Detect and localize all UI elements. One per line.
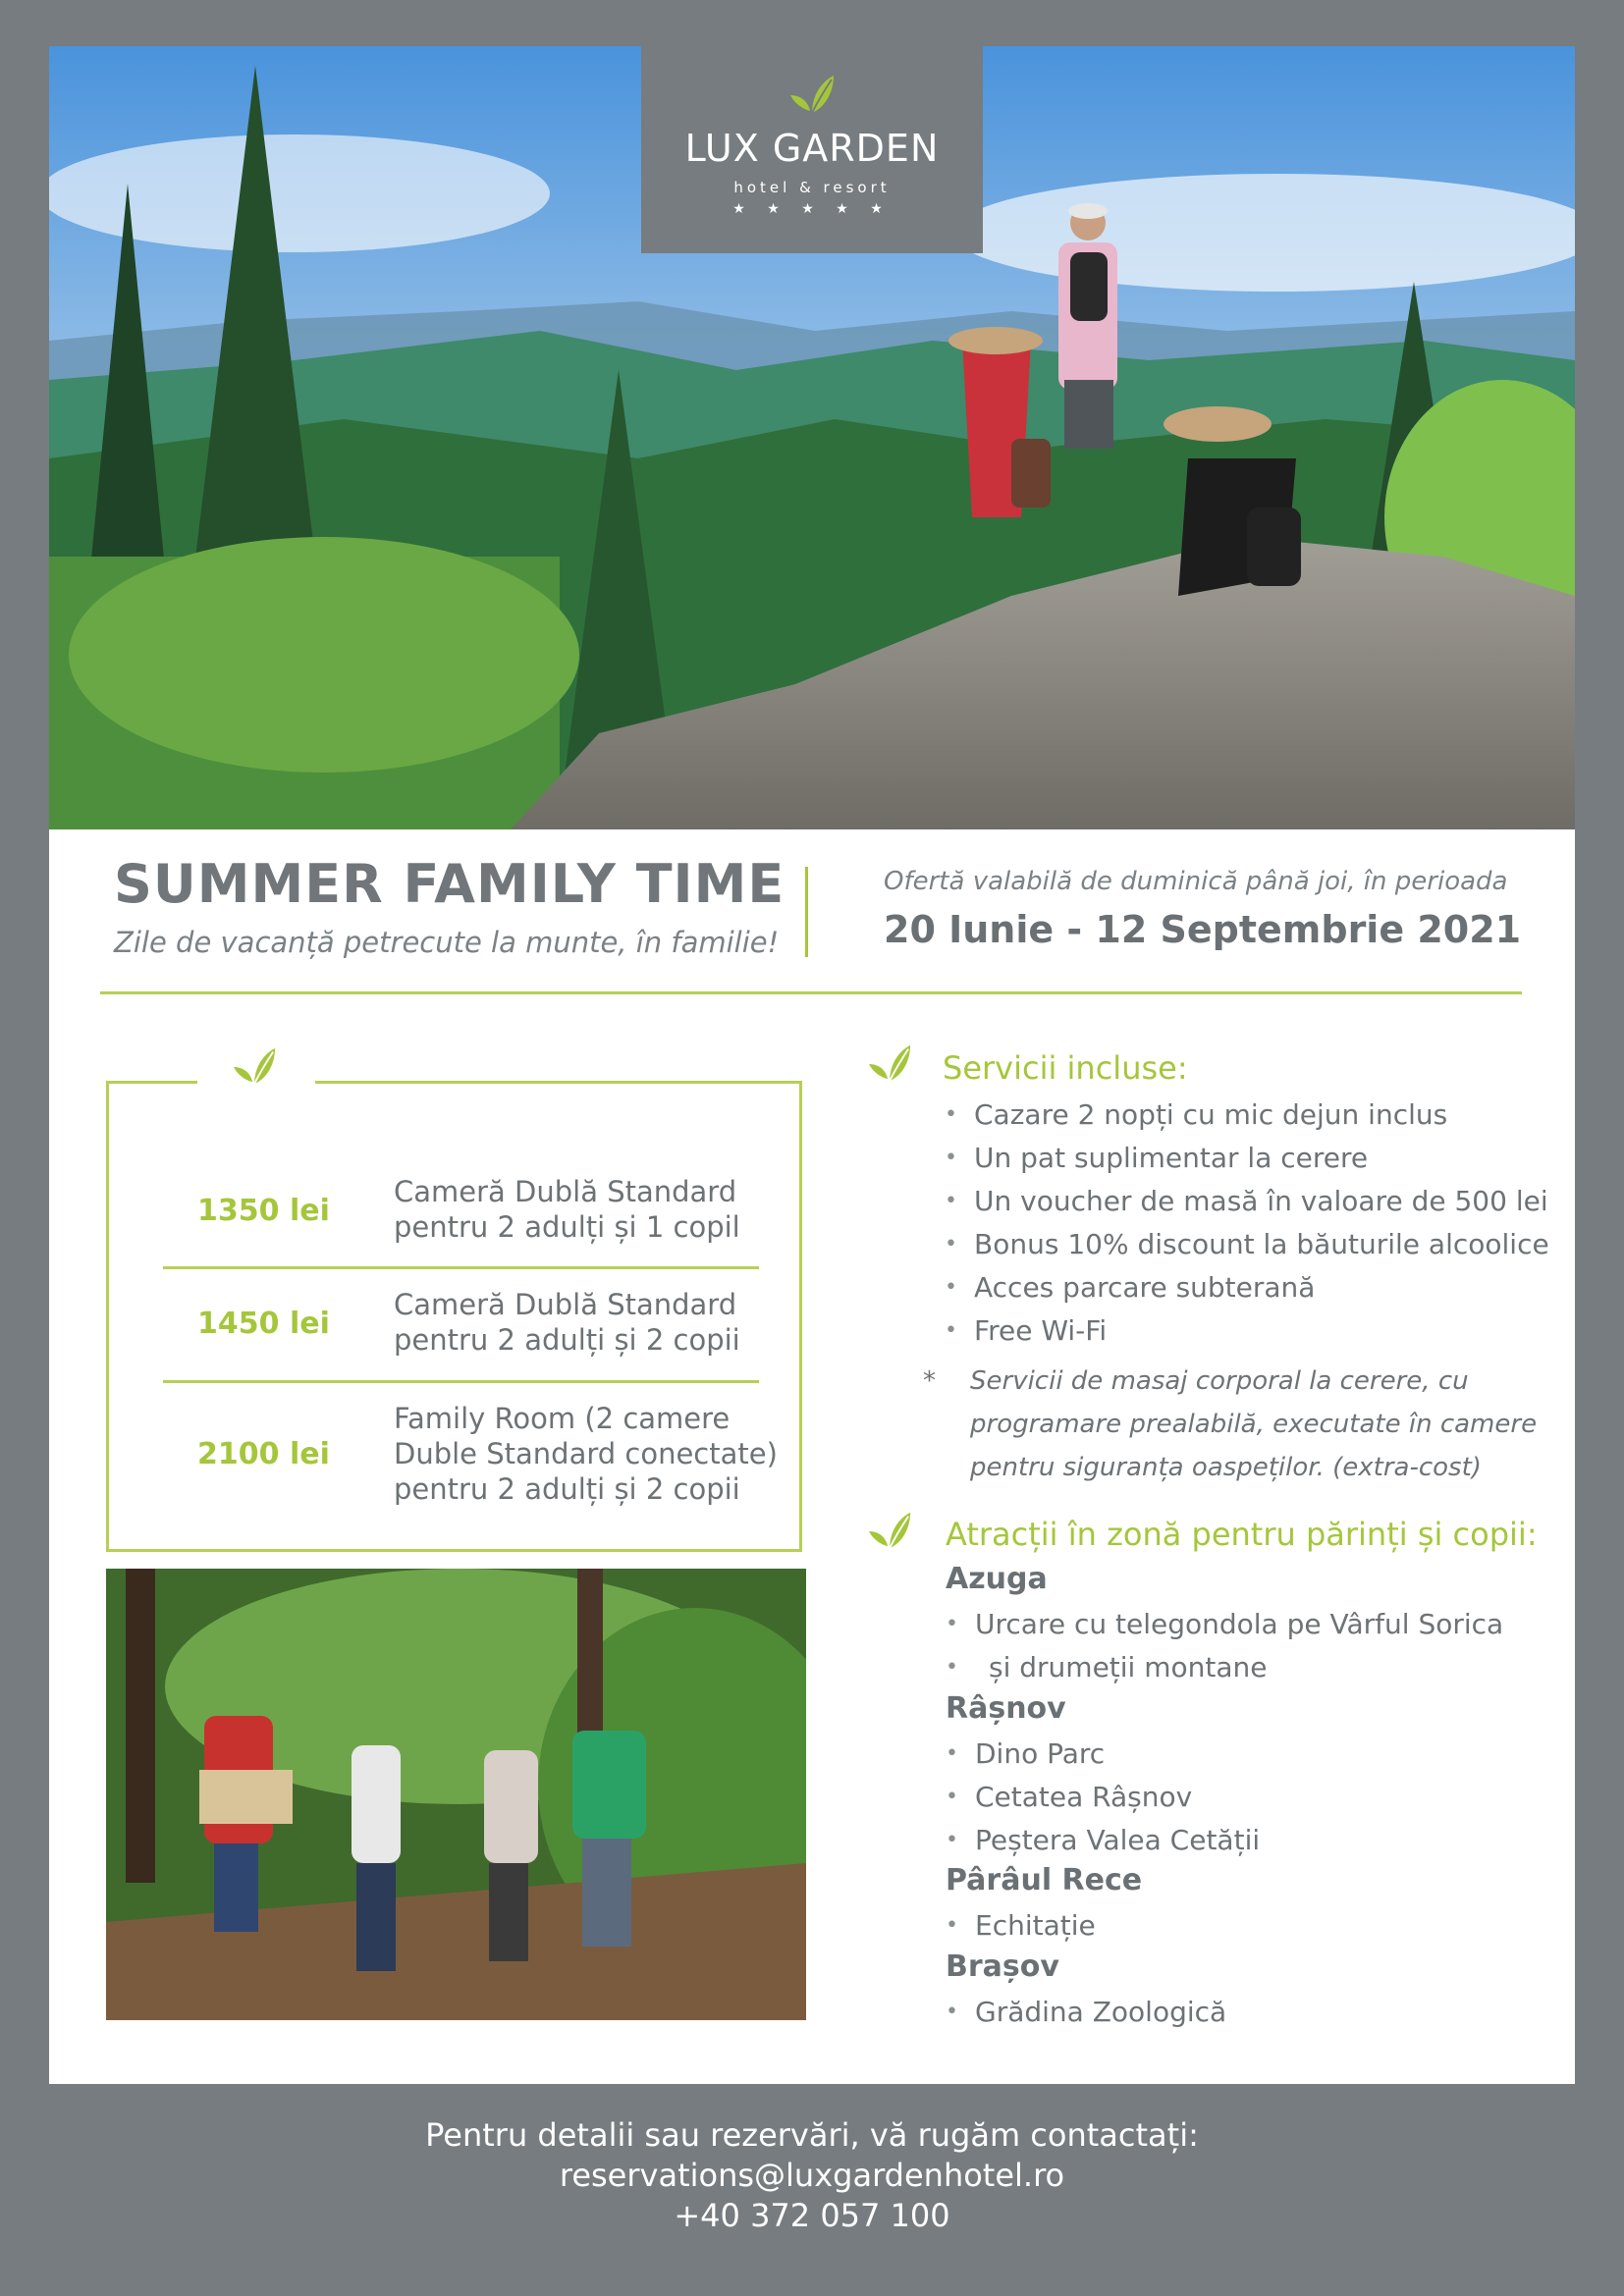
price-row-divider bbox=[163, 1380, 759, 1383]
note-line: programare prealabilă, executate în camere bbox=[970, 1410, 1538, 1439]
price-desc-line: Duble Standard conectate) bbox=[394, 1437, 778, 1470]
price-desc-line: Family Room (2 camere bbox=[394, 1402, 731, 1435]
place-list bbox=[946, 1733, 1260, 1862]
place-name: Azuga bbox=[946, 1562, 1048, 1596]
place-list bbox=[946, 1991, 1226, 2034]
contact-phone[interactable]: +40 372 057 100 bbox=[674, 2197, 950, 2234]
attractions-heading: Atracții în zonă pentru părinți și copii: bbox=[946, 1516, 1538, 1553]
offer-note: Ofertă valabilă de duminică până joi, în perioada bbox=[884, 867, 1508, 896]
contact-email[interactable]: reservations@luxgardenhotel.ro bbox=[559, 2157, 1065, 2194]
list-item: • Un voucher de masă în valoare de 500 lei bbox=[945, 1180, 1549, 1223]
place-name: Brașov bbox=[946, 1949, 1059, 1984]
contact-footer bbox=[0, 2115, 1624, 2236]
logo-name: LUX GARDEN bbox=[684, 127, 940, 170]
price-description bbox=[394, 1401, 778, 1507]
price-amount: 2100 lei bbox=[197, 1437, 330, 1471]
leaf-icon bbox=[231, 1044, 280, 1088]
list-item: • Peștera Valea Cetății bbox=[946, 1819, 1260, 1862]
price-desc-line: pentru 2 adulți și 1 copil bbox=[394, 1210, 740, 1244]
services-heading: Servicii incluse: bbox=[943, 1049, 1188, 1087]
price-desc-line: pentru 2 adulți și 2 copii bbox=[394, 1323, 740, 1357]
horizontal-divider bbox=[100, 991, 1522, 994]
leaf-icon bbox=[866, 1509, 915, 1552]
price-description bbox=[394, 1174, 740, 1245]
list-item: • Cetatea Râșnov bbox=[946, 1776, 1260, 1819]
flyer-card bbox=[49, 46, 1575, 2084]
hikers-photo bbox=[106, 1569, 806, 2020]
contact-intro: Pentru detalii sau rezervări, vă rugăm contactați: bbox=[425, 2116, 1199, 2154]
place-list bbox=[946, 1603, 1503, 1689]
price-desc-line: pentru 2 adulți și 2 copii bbox=[394, 1472, 740, 1506]
price-row-divider bbox=[163, 1266, 759, 1269]
page-subtitle: Zile de vacanță petrecute la munte, în familie! bbox=[114, 926, 780, 959]
list-item: • Echitație bbox=[946, 1904, 1096, 1948]
hotel-logo bbox=[641, 46, 983, 253]
note-asterisk: * bbox=[923, 1366, 936, 1396]
page-title: SUMMER FAMILY TIME bbox=[114, 853, 785, 915]
price-description bbox=[394, 1287, 740, 1358]
logo-tagline: hotel & resort bbox=[733, 179, 891, 196]
list-item-continuation: și drumeții montane bbox=[989, 1651, 1268, 1683]
price-box bbox=[106, 1081, 802, 1552]
list-item bbox=[946, 1646, 1503, 1689]
list-item: • Un pat suplimentar la cerere bbox=[945, 1137, 1549, 1180]
price-amount: 1450 lei bbox=[197, 1307, 330, 1341]
list-item: • Acces parcare subterană bbox=[945, 1266, 1549, 1309]
offer-dates: 20 Iunie - 12 Septembrie 2021 bbox=[884, 908, 1522, 951]
list-item: • Urcare cu telegondola pe Vârful Sorica bbox=[946, 1603, 1503, 1646]
place-name: Pârâul Rece bbox=[946, 1863, 1143, 1897]
leaf-icon bbox=[788, 72, 838, 117]
price-desc-line: Cameră Dublă Standard bbox=[394, 1175, 737, 1208]
list-item: • Cazare 2 nopți cu mic dejun inclus bbox=[945, 1094, 1549, 1137]
services-list bbox=[945, 1094, 1549, 1353]
note-line: pentru siguranța oaspeților. (extra-cost) bbox=[970, 1453, 1482, 1482]
massage-note bbox=[923, 1360, 1553, 1489]
place-name: Râșnov bbox=[946, 1691, 1066, 1726]
list-item: • Dino Parc bbox=[946, 1733, 1260, 1776]
place-list bbox=[946, 1904, 1096, 1948]
leaf-icon bbox=[866, 1041, 915, 1085]
price-desc-line: Cameră Dublă Standard bbox=[394, 1288, 737, 1321]
list-item: • Free Wi-Fi bbox=[945, 1309, 1549, 1353]
list-item: • Bonus 10% discount la băuturile alcoolice bbox=[945, 1223, 1549, 1266]
logo-stars: ★ ★ ★ ★ ★ bbox=[732, 201, 892, 217]
note-line: Servicii de masaj corporal la cerere, cu bbox=[970, 1366, 1469, 1396]
price-amount: 1350 lei bbox=[197, 1194, 330, 1228]
vertical-divider bbox=[805, 867, 808, 957]
list-item: • Grădina Zoologică bbox=[946, 1991, 1226, 2034]
